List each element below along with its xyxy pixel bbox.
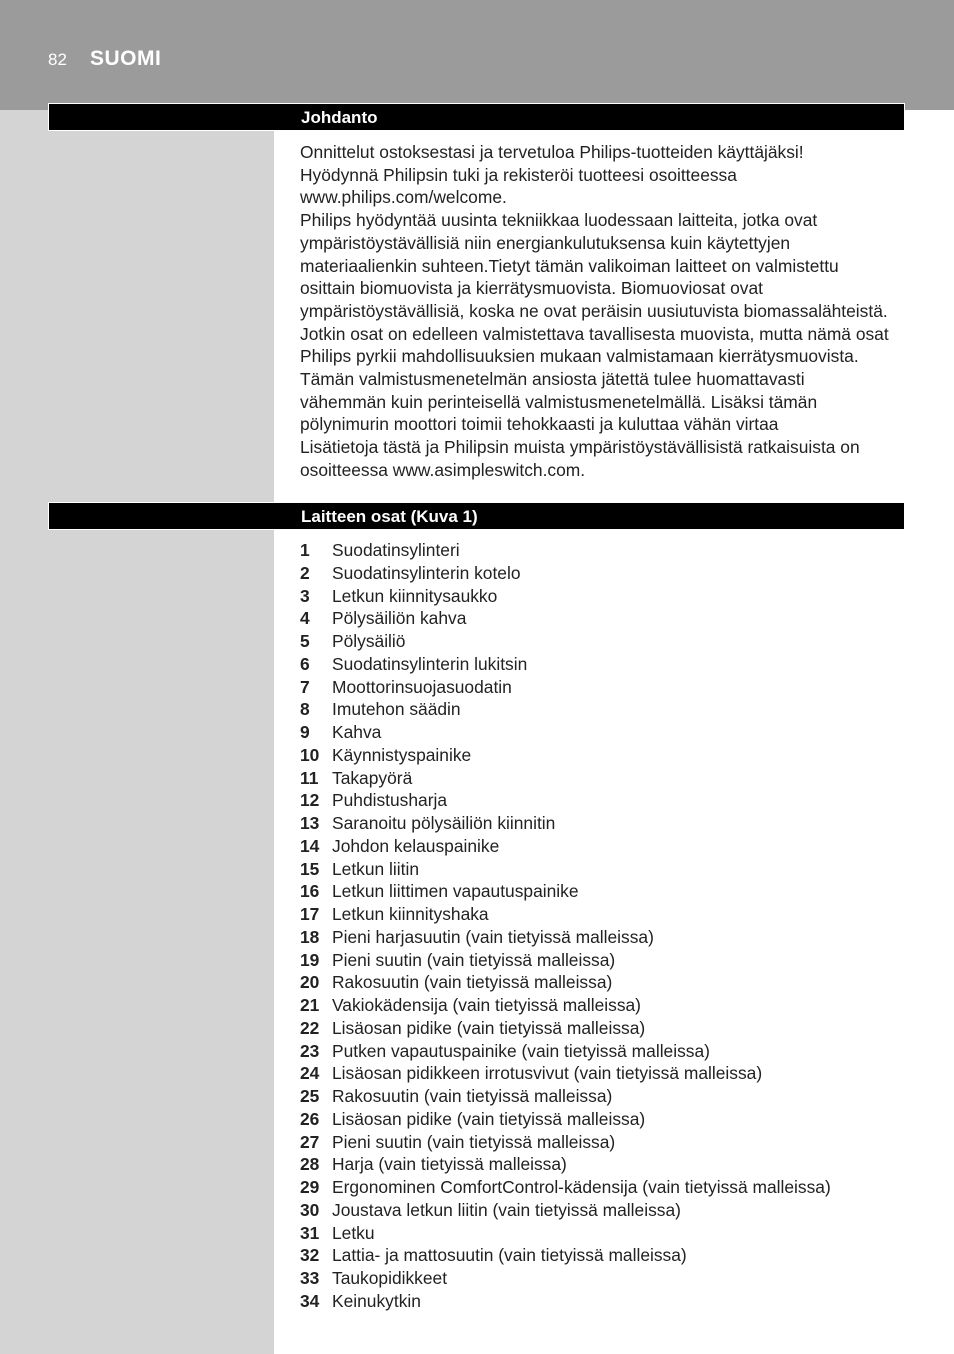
part-label: Vakiokädensija (vain tietyissä malleissa): [332, 995, 641, 1015]
introduction-text: [300, 141, 904, 482]
list-item: [300, 562, 904, 585]
part-label: Kahva: [332, 722, 382, 742]
list-item: [300, 858, 904, 881]
part-number: 5: [300, 631, 310, 651]
list-item: [300, 744, 904, 767]
part-number: 24: [300, 1063, 320, 1084]
part-label: Suodatinsylinterin kotelo: [332, 562, 521, 583]
part-number: 25: [300, 1086, 320, 1106]
language-title: SUOMI: [90, 47, 162, 70]
list-item: [300, 835, 904, 858]
list-item: [300, 1085, 904, 1108]
part-number: 4: [300, 608, 310, 629]
intro-line: Philips pyrkii mahdollisuuksien mukaan valmistamaan kierrätysmuovista.: [300, 346, 859, 367]
part-number: 20: [300, 972, 320, 993]
part-label: Pölysäiliö: [332, 631, 406, 651]
part-number: 1: [300, 540, 310, 560]
part-label: Taukopidikkeet: [332, 1268, 448, 1288]
list-item: [300, 1062, 904, 1085]
intro-line: ympäristöystävällisiä, koska ne ovat peräisin uusiutuvista biomassalähteistä.: [300, 300, 888, 321]
part-number: 33: [300, 1268, 320, 1288]
part-number: 9: [300, 722, 310, 742]
part-label: Rakosuutin (vain tietyissä malleissa): [332, 1086, 613, 1106]
list-item: [300, 812, 904, 835]
part-label: Keinukytkin: [332, 1290, 421, 1311]
part-number: 26: [300, 1108, 320, 1129]
list-item: [300, 676, 904, 699]
intro-line: pölynimurin moottori toimii tehokkaasti ja kuluttaa vähän virtaa: [300, 414, 779, 435]
part-label: Ergonominen ComfortControl-kädensija (vain tietyissä malleissa): [332, 1177, 831, 1197]
part-number: 22: [300, 1017, 320, 1038]
intro-line: www.philips.com/welcome.: [300, 187, 507, 208]
list-item: [300, 767, 904, 790]
part-label: Joustava letkun liitin (vain tietyissä malleissa): [332, 1199, 681, 1220]
list-item: [300, 698, 904, 721]
part-number: 7: [300, 676, 310, 697]
part-label: Letkun kiinnityshaka: [332, 904, 489, 924]
intro-line: Hyödynnä Philipsin tuki ja rekisteröi tuotteesi osoitteessa: [300, 164, 737, 185]
left-margin-column: [0, 110, 274, 1354]
list-item: [300, 1176, 904, 1199]
part-label: Pölysäiliön kahva: [332, 608, 467, 629]
part-label: Letkun liittimen vapautuspainike: [332, 881, 579, 902]
part-number: 34: [300, 1290, 320, 1311]
part-label: Puhdistusharja: [332, 790, 448, 811]
part-label: Suodatinsylinterin lukitsin: [332, 653, 528, 674]
list-item: [300, 789, 904, 812]
part-number: 31: [300, 1222, 320, 1243]
part-number: 12: [300, 790, 320, 811]
part-number: 14: [300, 835, 320, 856]
intro-line: ympäristöystävällisiä niin energiankulutuksensa kuin käytettyjen: [300, 232, 791, 253]
intro-line: materiaalienkin suhteen.Tietyt tämän valikoiman laitteet on valmistettu: [300, 255, 839, 276]
part-label: Johdon kelauspainike: [332, 835, 500, 856]
part-label: Moottorinsuojasuodatin: [332, 676, 512, 697]
list-item: [300, 1267, 904, 1290]
list-item: [300, 903, 904, 926]
part-label: Putken vapautuspainike (vain tietyissä malleissa): [332, 1040, 710, 1061]
part-label: Letkun liitin: [332, 858, 420, 879]
part-label: Imutehon säädin: [332, 699, 461, 720]
page-number: 82: [48, 50, 67, 69]
intro-line: Jotkin osat on edelleen valmistettava tavallisesta muovista, mutta nämä osat: [300, 323, 889, 344]
list-item: [300, 1131, 904, 1154]
intro-line: Philips hyödyntää uusinta tekniikkaa luodessaan laitteita, jotka ovat: [300, 210, 818, 231]
part-label: Pieni suutin (vain tietyissä malleissa): [332, 1131, 616, 1152]
part-label: Harja (vain tietyissä malleissa): [332, 1154, 567, 1175]
intro-line: osoitteessa www.asimpleswitch.com.: [300, 459, 586, 480]
part-label: Suodatinsylinteri: [332, 540, 460, 560]
list-item: [300, 1244, 904, 1267]
part-label: Lisäosan pidike (vain tietyissä malleissa): [332, 1017, 646, 1038]
intro-line: Onnittelut ostoksestasi ja tervetuloa Philips-tuotteiden käyttäjäksi!: [300, 142, 804, 162]
part-number: 6: [300, 653, 310, 674]
section-title: Laitteen osat (Kuva 1): [301, 507, 478, 526]
part-label: Takapyörä: [332, 767, 413, 788]
part-number: 17: [300, 904, 320, 924]
part-number: 2: [300, 562, 310, 583]
part-label: Rakosuutin (vain tietyissä malleissa): [332, 972, 613, 993]
parts-list: [300, 539, 904, 1313]
list-item: [300, 1040, 904, 1063]
part-label: Letkun kiinnitysaukko: [332, 585, 498, 606]
list-item: [300, 880, 904, 903]
part-number: 21: [300, 995, 320, 1015]
list-item: [300, 971, 904, 994]
part-number: 32: [300, 1245, 320, 1266]
list-item: [300, 721, 904, 744]
section-header-parts: [48, 502, 905, 530]
list-item: [300, 1153, 904, 1176]
part-number: 28: [300, 1154, 320, 1175]
intro-line: Tämän valmistusmenetelmän ansiosta jätettä tulee huomattavasti: [300, 369, 805, 390]
part-label: Letku: [332, 1222, 375, 1243]
list-item: [300, 926, 904, 949]
part-label: Lisäosan pidike (vain tietyissä malleissa): [332, 1108, 646, 1129]
part-number: 19: [300, 949, 320, 970]
list-item: [300, 585, 904, 608]
part-number: 16: [300, 881, 320, 902]
intro-line: osittain biomuovista ja kierrätysmuovista. Biomuoviosat ovat: [300, 278, 763, 299]
part-number: 23: [300, 1040, 320, 1061]
list-item: [300, 1017, 904, 1040]
part-label: Saranoitu pölysäiliön kiinnitin: [332, 813, 556, 833]
list-item: [300, 653, 904, 676]
list-item: [300, 1199, 904, 1222]
list-item: [300, 539, 904, 562]
part-number: 27: [300, 1131, 320, 1152]
part-number: 15: [300, 858, 320, 879]
part-number: 3: [300, 585, 310, 606]
list-item: [300, 994, 904, 1017]
intro-line: vähemmän kuin perinteisellä valmistusmenetelmällä. Lisäksi tämän: [300, 391, 818, 412]
intro-line: Lisätietoja tästä ja Philipsin muista ympäristöystävällisistä ratkaisuista on: [300, 437, 860, 458]
part-label: Pieni suutin (vain tietyissä malleissa): [332, 949, 616, 970]
list-item: [300, 1290, 904, 1313]
section-title: Johdanto: [301, 108, 378, 127]
part-number: 13: [300, 813, 320, 833]
part-label: Lisäosan pidikkeen irrotusvivut (vain tietyissä malleissa): [332, 1063, 763, 1084]
part-label: Pieni harjasuutin (vain tietyissä malleissa): [332, 926, 654, 947]
part-number: 29: [300, 1177, 320, 1197]
part-label: Käynnistyspainike: [332, 744, 472, 765]
list-item: [300, 1222, 904, 1245]
section-header-introduction: [48, 103, 905, 131]
list-item: [300, 949, 904, 972]
list-item: [300, 630, 904, 653]
part-number: 10: [300, 744, 320, 765]
list-item: [300, 607, 904, 630]
part-number: 8: [300, 699, 310, 720]
list-item: [300, 1108, 904, 1131]
part-label: Lattia- ja mattosuutin (vain tietyissä malleissa): [332, 1245, 687, 1266]
part-number: 18: [300, 926, 320, 947]
part-number: 30: [300, 1199, 320, 1220]
part-number: 11: [300, 767, 319, 788]
